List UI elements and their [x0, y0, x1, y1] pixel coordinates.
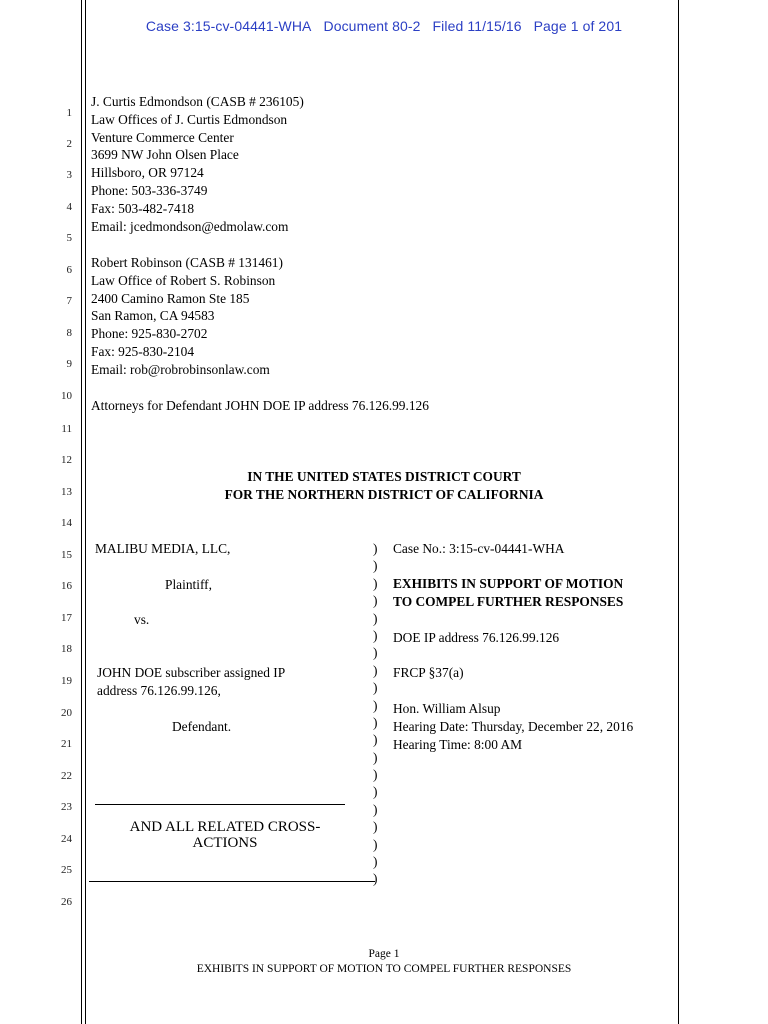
- parenthesis: ): [373, 714, 378, 730]
- related-actions-line1: AND ALL RELATED CROSS-: [129, 819, 321, 835]
- attorney-email: Email: jcedmondson@edmolaw.com: [91, 218, 289, 234]
- line-number: 26: [61, 896, 72, 908]
- attorney-fax: Fax: 503-482-7418: [91, 200, 195, 216]
- line-number: 7: [66, 295, 72, 307]
- related-actions-line2: ACTIONS: [192, 835, 258, 851]
- line-number: 16: [61, 580, 72, 592]
- attorney-city-state: San Ramon, CA 94583: [91, 308, 215, 324]
- caption-parenthesis-column: [373, 540, 377, 888]
- doe-ip-address: DOE IP address 76.126.99.126: [393, 630, 560, 645]
- line-number: 13: [61, 486, 72, 498]
- line-number: 4: [66, 201, 72, 213]
- left-margin-rule-outer: [81, 0, 82, 1024]
- line-number: 1: [66, 107, 72, 119]
- parenthesis: ): [373, 610, 378, 626]
- parenthesis: ): [373, 732, 378, 748]
- judge-name: Hon. William Alsup: [393, 701, 501, 716]
- line-number: 25: [61, 864, 72, 876]
- line-number: 9: [66, 358, 72, 370]
- line-number: 15: [61, 549, 72, 561]
- line-number: 12: [61, 454, 72, 466]
- attorney-firm: Law Office of Robert S. Robinson: [91, 272, 276, 288]
- line-number: 10: [61, 390, 72, 402]
- document-title-line1: EXHIBITS IN SUPPORT OF MOTION: [393, 576, 624, 591]
- document-title-line2: TO COMPEL FURTHER RESPONSES: [393, 594, 624, 609]
- attorney-address-line: Venture Commerce Center: [91, 129, 234, 145]
- parenthesis: ): [373, 854, 378, 870]
- header-page: Page 1 of 201: [533, 18, 623, 34]
- attorney-email: Email: rob@robrobinsonlaw.com: [91, 361, 270, 377]
- line-number: 6: [66, 264, 72, 276]
- parenthesis: ): [373, 541, 378, 556]
- footer-title: EXHIBITS IN SUPPORT OF MOTION TO COMPEL FURTHER RESPONSES: [196, 963, 572, 975]
- parenthesis: ): [373, 697, 378, 713]
- parenthesis: ): [373, 645, 378, 661]
- parenthesis: ): [373, 627, 378, 643]
- footer-page-number: Page 1: [368, 948, 400, 960]
- line-number: 11: [61, 423, 72, 435]
- parenthesis: ): [373, 801, 378, 817]
- attorney-phone: Phone: 925-830-2702: [91, 326, 208, 342]
- attorney-name: Robert Robinson (CASB # 131461): [91, 255, 283, 270]
- attorney-block-robinson: [91, 254, 283, 379]
- line-number: 23: [61, 801, 72, 813]
- header-case: Case 3:15-cv-04441-WHA: [145, 18, 312, 34]
- defendant-name-line1: JOHN DOE subscriber assigned IP: [97, 665, 286, 680]
- hearing-time: Hearing Time: 8:00 AM: [393, 737, 523, 752]
- line-number: 2: [66, 138, 72, 150]
- right-margin-rule: [678, 0, 679, 1024]
- line-number: 22: [61, 770, 72, 782]
- header-document: Document 80-2: [323, 18, 421, 34]
- attorney-address-line: 2400 Camino Ramon Ste 185: [91, 290, 250, 306]
- caption-divider-top: [95, 804, 345, 805]
- versus-label: vs.: [134, 612, 150, 627]
- attorney-address-line: 3699 NW John Olsen Place: [91, 147, 239, 163]
- line-number: 5: [66, 232, 72, 244]
- parenthesis: ): [373, 819, 378, 835]
- line-number: 21: [61, 738, 72, 750]
- case-number: Case No.: 3:15-cv-04441-WHA: [393, 541, 565, 556]
- defendant-label: Defendant.: [172, 719, 232, 734]
- parenthesis: ): [373, 575, 378, 591]
- parenthesis: ): [373, 680, 378, 696]
- parenthesis: ): [373, 749, 378, 765]
- court-title-line1: IN THE UNITED STATES DISTRICT COURT: [247, 469, 521, 484]
- attorney-phone: Phone: 503-336-3749: [91, 182, 208, 198]
- attorney-name: J. Curtis Edmondson (CASB # 236105): [91, 94, 304, 109]
- line-number: 24: [61, 833, 72, 845]
- caption-divider-bottom: [89, 881, 375, 882]
- attorney-fax: Fax: 925-830-2104: [91, 343, 195, 359]
- court-title-line2: FOR THE NORTHERN DISTRICT OF CALIFORNIA: [224, 487, 544, 502]
- parenthesis: ): [373, 784, 378, 800]
- parenthesis: ): [373, 558, 378, 574]
- left-margin-rule-inner: [85, 0, 86, 1024]
- parenthesis: ): [373, 593, 378, 609]
- line-number: 14: [61, 517, 72, 529]
- header-filed: Filed 11/15/16: [432, 18, 522, 34]
- parenthesis: ): [373, 871, 378, 887]
- attorney-block-edmondson: [91, 93, 304, 235]
- line-number: 18: [61, 643, 72, 655]
- plaintiff-label: Plaintiff,: [165, 577, 212, 592]
- attorney-firm: Law Offices of J. Curtis Edmondson: [91, 111, 288, 127]
- attorney-city-state: Hillsboro, OR 97124: [91, 165, 204, 181]
- line-number: 19: [61, 675, 72, 687]
- parenthesis: ): [373, 662, 378, 678]
- plaintiff-name: MALIBU MEDIA, LLC,: [95, 541, 231, 556]
- hearing-date: Hearing Date: Thursday, December 22, 2016: [393, 719, 634, 734]
- parenthesis: ): [373, 836, 378, 852]
- frcp-rule: FRCP §37(a): [393, 665, 464, 680]
- defendant-name-line2: address 76.126.99.126,: [97, 683, 221, 698]
- attorneys-for: Attorneys for Defendant JOHN DOE IP address 76.126.99.126: [91, 398, 429, 413]
- line-number: 3: [66, 169, 72, 181]
- parenthesis: ): [373, 767, 378, 783]
- line-number: 20: [61, 707, 72, 719]
- line-number: 8: [66, 327, 72, 339]
- line-number: 17: [61, 612, 72, 624]
- filing-header: [0, 18, 768, 34]
